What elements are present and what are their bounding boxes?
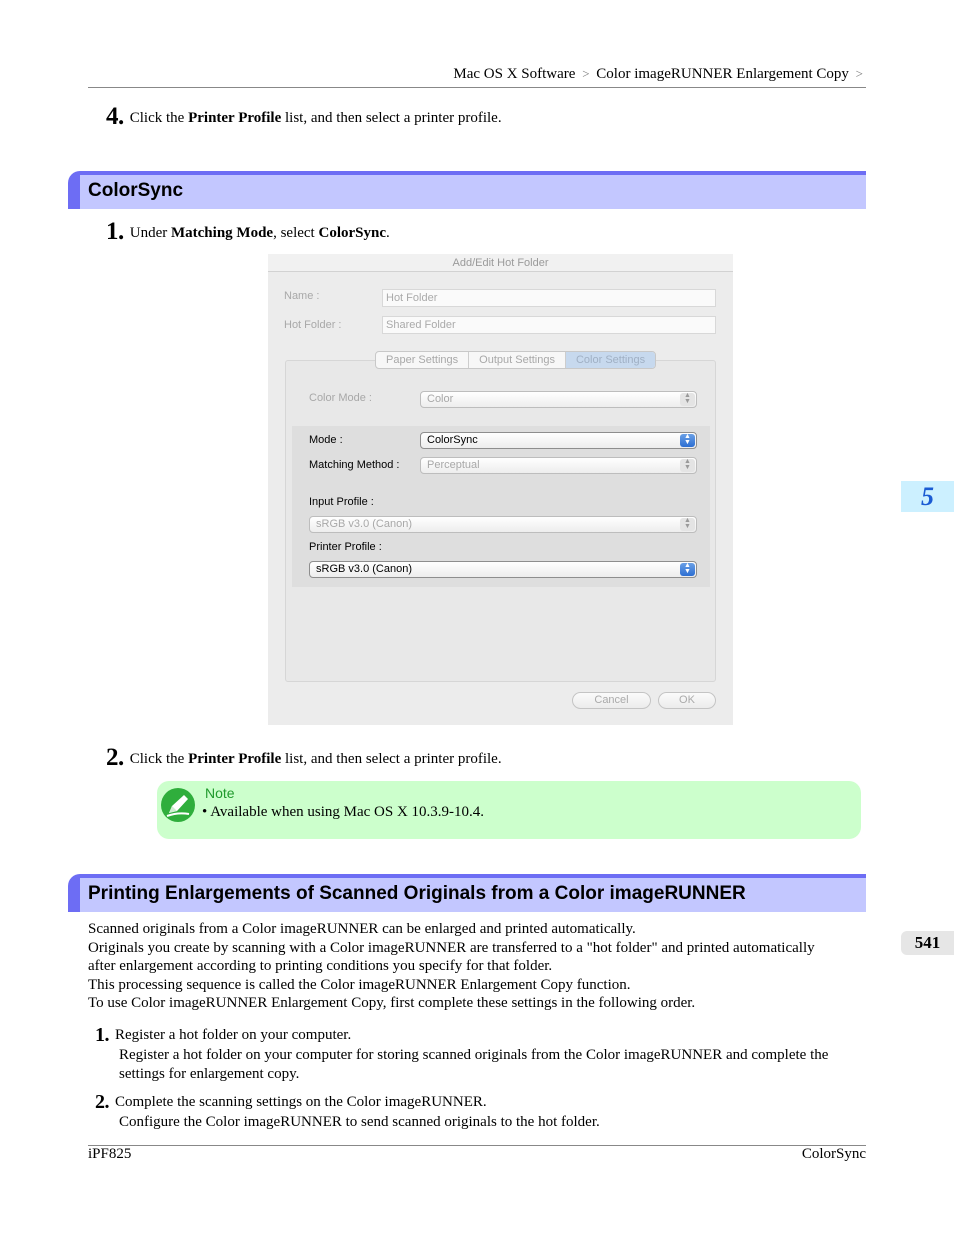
breadcrumb-item[interactable]: Mac OS X Software: [453, 66, 576, 82]
select-value: sRGB v3.0 (Canon): [316, 563, 412, 575]
step-bold: Printer Profile: [188, 110, 282, 126]
breadcrumb-separator: >: [582, 66, 590, 81]
paragraph-line: Configure the Color imageRUNNER to send scanned originals to the hot folder.: [119, 1114, 600, 1130]
printer-profile-label: Printer Profile :: [309, 541, 382, 553]
up-down-arrows-icon: ▲ ▼: [680, 434, 695, 447]
section-title: ColorSync: [88, 180, 184, 201]
note-body: Available when using Mac OS X 10.3.9-10.4.: [210, 804, 485, 820]
paragraph-line: settings for enlargement copy.: [119, 1065, 300, 1082]
hot-folder-field[interactable]: Shared Folder: [382, 316, 716, 334]
breadcrumb-separator: >: [855, 66, 863, 81]
paragraph-line: Scanned originals from a Color imageRUNNER can be enlarged and printed automatically.: [88, 921, 636, 937]
select-value: ColorSync: [427, 434, 478, 446]
ordered-step-2: [95, 1091, 487, 1114]
note-label: Note: [205, 785, 235, 801]
step-bold: Printer Profile: [188, 751, 282, 767]
note-box: [157, 781, 861, 839]
up-down-arrows-icon: ▲ ▼: [680, 563, 695, 576]
step-bold: Matching Mode: [171, 225, 274, 241]
step-text: Click the: [129, 751, 189, 767]
page-number-tab: 541: [901, 931, 954, 955]
ok-button[interactable]: OK: [658, 692, 716, 709]
step-text: list, and then select a printer profile.: [281, 751, 502, 767]
chapter-tab[interactable]: 5: [901, 481, 954, 512]
step-number: 1.: [106, 218, 124, 245]
step-top: [106, 103, 502, 131]
input-profile-label: Input Profile :: [309, 496, 374, 508]
ordered-step-1-body: [119, 1046, 828, 1083]
mode-label: Mode :: [309, 434, 343, 446]
step-number: 2.: [106, 744, 124, 771]
bullet: •: [202, 804, 208, 820]
settings-tabs: [375, 351, 656, 369]
ordered-step-1: [95, 1024, 351, 1047]
note-text: [202, 804, 484, 821]
name-field[interactable]: Hot Folder: [382, 289, 716, 307]
input-profile-select[interactable]: [309, 516, 697, 533]
select-value: Color: [427, 393, 454, 405]
tab-color-settings[interactable]: Color Settings: [566, 352, 655, 368]
select-value: Perceptual: [427, 459, 480, 471]
paragraph-line: after enlargement according to printing conditions you specify for that folder.: [88, 958, 553, 974]
mode-select[interactable]: [420, 432, 697, 449]
step-text: Click the: [129, 110, 189, 126]
paragraph-line: Register a hot folder on your computer for storing scanned originals from the Color imageRUNNER and complete the: [119, 1047, 829, 1063]
section-intro: [88, 920, 815, 1013]
step-2: [106, 744, 502, 772]
footer-section: ColorSync: [801, 1146, 866, 1162]
step-number: 1.: [95, 1024, 109, 1046]
up-down-arrows-icon: ▲ ▼: [680, 459, 695, 472]
paragraph-line: To use Color imageRUNNER Enlargement Copy, first complete these settings in the following order.: [88, 995, 696, 1011]
hot-folder-label: Hot Folder :: [284, 319, 342, 331]
step-number: 4.: [106, 103, 124, 130]
color-mode-label: Color Mode :: [309, 392, 372, 404]
header-rule: [88, 87, 866, 88]
pencil-icon: [161, 788, 195, 822]
step-number: 2.: [95, 1091, 109, 1113]
up-down-arrows-icon: ▲ ▼: [680, 393, 695, 406]
matching-method-label: Matching Method :: [309, 459, 400, 471]
step-text: , select: [273, 225, 319, 241]
footer-model: iPF825: [88, 1146, 132, 1162]
cancel-button[interactable]: Cancel: [572, 692, 651, 709]
printer-profile-select[interactable]: [309, 561, 697, 578]
step-title: Complete the scanning settings on the Color imageRUNNER.: [115, 1094, 487, 1110]
tab-output-settings[interactable]: Output Settings: [469, 352, 566, 368]
step-1: [106, 218, 390, 246]
ordered-step-2-body: [119, 1113, 600, 1132]
tab-paper-settings[interactable]: Paper Settings: [376, 352, 469, 368]
breadcrumb: [453, 66, 866, 83]
color-mode-select[interactable]: [420, 391, 697, 408]
select-value: sRGB v3.0 (Canon): [316, 518, 412, 530]
footer-rule: [88, 1145, 866, 1146]
name-label: Name :: [284, 290, 320, 302]
section-heading-printing-enlargements: [68, 874, 866, 912]
step-title: Register a hot folder on your computer.: [115, 1027, 352, 1043]
section-heading-colorsync: [68, 171, 866, 209]
paragraph-line: This processing sequence is called the Color imageRUNNER Enlargement Copy function.: [88, 976, 631, 993]
step-bold: ColorSync: [318, 225, 386, 241]
add-edit-hot-folder-dialog: [268, 254, 733, 725]
step-text: list, and then select a printer profile.: [281, 110, 502, 126]
step-text: Under: [129, 225, 171, 241]
breadcrumb-item[interactable]: Color imageRUNNER Enlargement Copy: [596, 66, 849, 82]
up-down-arrows-icon: ▲ ▼: [680, 518, 695, 531]
matching-method-select[interactable]: [420, 457, 697, 474]
paragraph-line: Originals you create by scanning with a Color imageRUNNER are transferred to a "hot folder" and printed automatically: [88, 939, 815, 956]
dialog-title: Add/Edit Hot Folder: [268, 254, 733, 272]
section-title: Printing Enlargements of Scanned Originals from a Color imageRUNNER: [88, 883, 746, 904]
step-text: .: [385, 225, 390, 241]
